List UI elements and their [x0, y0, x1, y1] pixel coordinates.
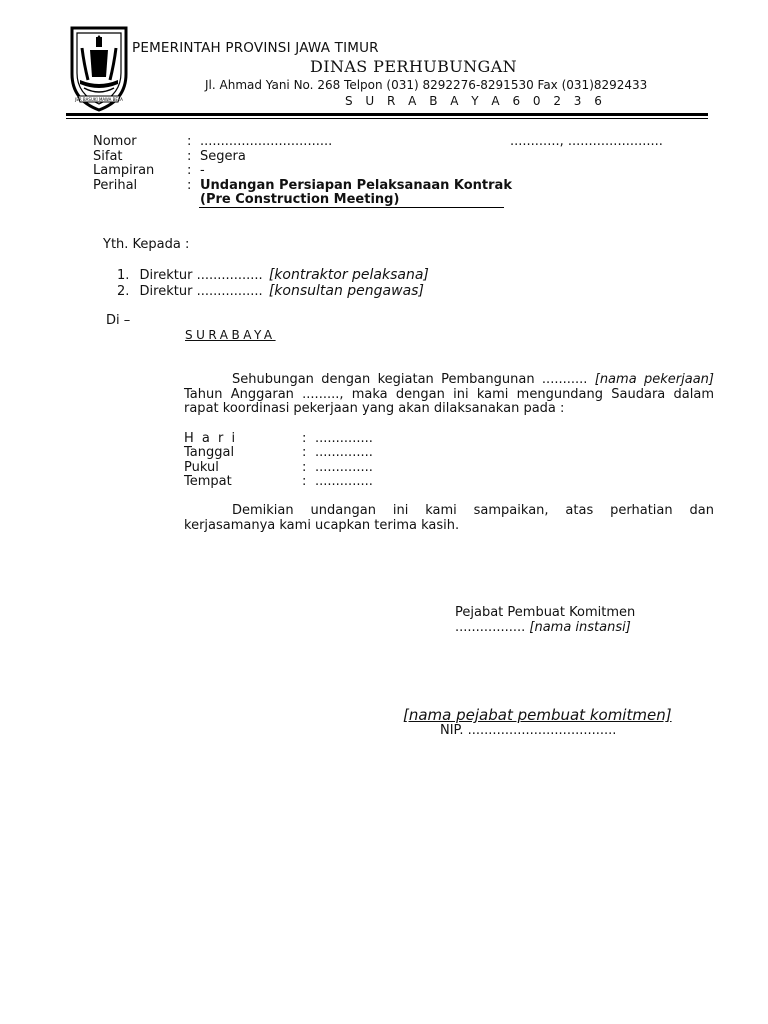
recipient-role: [kontraktor pelaksana]: [268, 267, 429, 283]
recipient-item: [117, 267, 429, 283]
perihal-line-2: (Pre Construction Meeting): [200, 192, 400, 207]
nomor-label: Nomor: [93, 134, 137, 149]
agency-address: Jl. Ahmad Yani No. 268 Telpon (031) 8292276-8291530 Fax (031)8292433: [205, 78, 648, 92]
recipient-city: SURABAYA: [185, 328, 276, 342]
colon: :: [187, 178, 192, 193]
schedule-label-tanggal: Tanggal: [184, 445, 235, 460]
colon: :: [187, 163, 192, 178]
schedule-value-tanggal: ..............: [315, 445, 373, 460]
signatory-title: Pejabat Pembuat Komitmen: [455, 605, 636, 620]
para1-placeholder-project: [nama pekerjaan]: [594, 372, 714, 387]
date-value: ............, .......................: [510, 134, 663, 149]
recipient-prefix: Direktur ................: [139, 284, 263, 299]
recipient-role: [konsultan pengawas]: [268, 283, 424, 299]
schedule-label-tempat: Tempat: [184, 474, 232, 489]
signatory-instansi: [455, 620, 631, 635]
lampiran-label: Lampiran: [93, 163, 155, 178]
schedule-label-pukul: Pukul: [184, 460, 219, 475]
provincial-emblem-logo: [66, 22, 132, 114]
colon: :: [187, 149, 192, 164]
colon: :: [302, 460, 307, 475]
signatory-name: [nama pejabat pembuat komitmen]: [403, 706, 672, 724]
svg-text:JER BASUKI MAWA BEYA: JER BASUKI MAWA BEYA: [75, 97, 123, 102]
recipient-intro: Yth. Kepada :: [103, 237, 190, 252]
para1-text-c: Tahun Anggaran ........., maka dengan ini kami mengundang Saudara dalam rapat koordinasi pekerjaan yang akan dilaksanakan pada :: [184, 386, 714, 416]
colon: :: [302, 445, 307, 460]
sifat-label: Sifat: [93, 149, 123, 164]
body-paragraph-1: [184, 373, 714, 417]
closing-text: Demikian undangan ini kami sampaikan, atas perhatian dan kerjasamanya kami ucapkan terima kasih.: [184, 503, 714, 533]
body-paragraph-2: [184, 504, 714, 533]
instansi-dots: .................: [455, 620, 530, 635]
schedule-value-tempat: ..............: [315, 474, 373, 489]
para1-text-a: Sehubungan dengan kegiatan Pembangunan ...........: [232, 372, 595, 387]
schedule-value-pukul: ..............: [315, 460, 373, 475]
colon: :: [302, 431, 307, 446]
nomor-value: ................................: [200, 134, 333, 149]
schedule-label-hari: H a r i: [184, 431, 238, 446]
recipient-number: 2.: [117, 284, 130, 299]
recipient-prefix: Direktur ................: [139, 268, 263, 283]
schedule-value-hari: ..............: [315, 431, 373, 446]
di-label: Di –: [106, 313, 131, 328]
signatory-nip: NIP. ....................................: [440, 723, 617, 738]
perihal-line-1: Undangan Persiapan Pelaksanaan Kontrak: [200, 178, 512, 193]
sifat-value: Segera: [200, 149, 246, 164]
recipient-number: 1.: [117, 268, 130, 283]
letterhead-divider-thick: [66, 113, 708, 116]
agency-city: S U R A B A Y A 6 0 2 3 6: [345, 94, 607, 108]
government-name: PEMERINTAH PROVINSI JAWA TIMUR: [132, 40, 379, 56]
letterhead-divider-thin: [66, 118, 708, 119]
colon: :: [302, 474, 307, 489]
recipient-item: [117, 283, 424, 299]
colon: :: [187, 134, 192, 149]
lampiran-value: -: [200, 163, 205, 178]
agency-name: DINAS PERHUBUNGAN: [310, 57, 518, 76]
perihal-label: Perihal: [93, 178, 138, 193]
instansi-placeholder: [nama instansi]: [529, 620, 631, 635]
perihal-underline: [199, 207, 504, 208]
